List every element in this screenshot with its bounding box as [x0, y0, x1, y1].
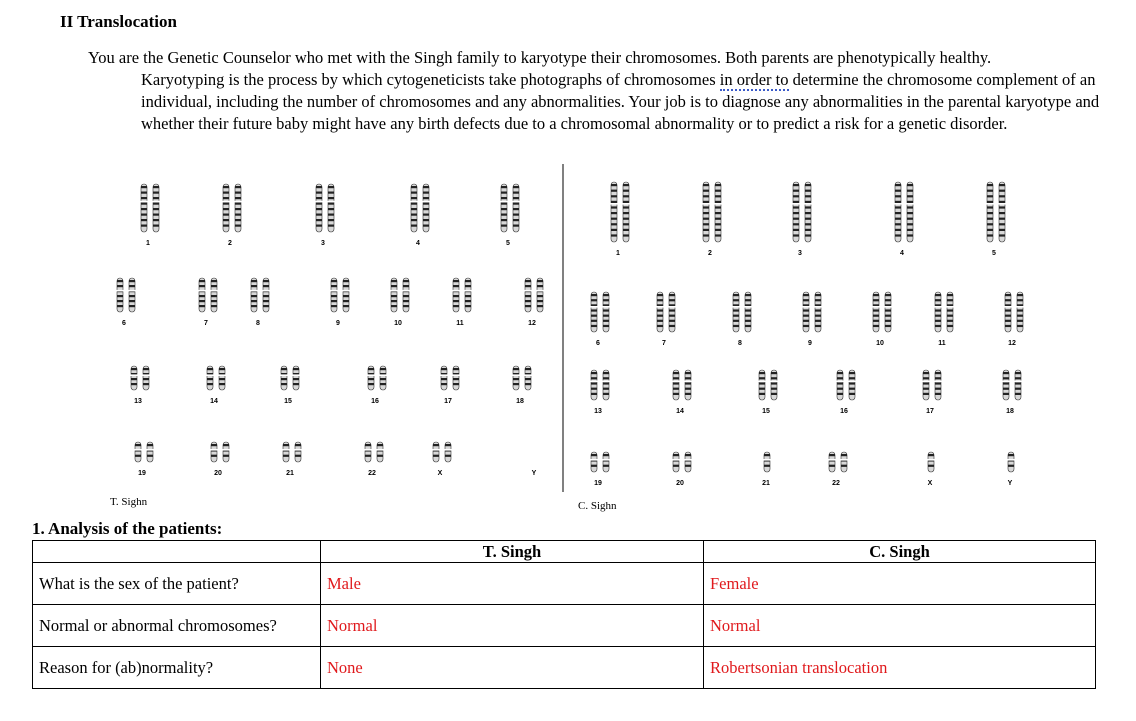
chromosome-glyph [793, 182, 812, 242]
chromosome-glyph [673, 452, 692, 472]
header-empty [33, 541, 321, 563]
chromosome-label: 16 [840, 408, 848, 415]
table-row [33, 563, 1096, 605]
chromosome-glyph [759, 370, 778, 400]
chromosome-label: 3 [321, 240, 325, 247]
table-row [33, 605, 1096, 647]
chromosome-glyph [935, 292, 954, 332]
chromosome-glyph [281, 366, 300, 390]
analysis-table [32, 540, 1096, 689]
chromosome-label: 15 [762, 408, 770, 415]
chromosome-glyph [135, 442, 154, 462]
chromosome-glyph [411, 184, 430, 232]
intro-text-before: Karyotyping is the process by which cytogeneticists take photographs of chromosomes [141, 70, 720, 89]
question-cell: Reason for (ab)normality? [33, 647, 321, 689]
chromosome-glyph [316, 184, 335, 232]
chromosome-glyph [365, 442, 384, 462]
chromosome-label: 8 [738, 340, 742, 347]
chromosome-glyph [211, 442, 230, 462]
chromosome-label: 5 [506, 240, 510, 247]
chromosome-glyph [525, 278, 544, 312]
chromosome-glyph [829, 452, 848, 472]
chromosome-label: X [437, 470, 443, 477]
chromosome-label: 18 [516, 398, 524, 405]
chromosome-glyph [987, 182, 1006, 242]
chromosome-label: Y [1007, 480, 1013, 487]
question-cell: Normal or abnormal chromosomes? [33, 605, 321, 647]
chromosome-label: Y [531, 470, 537, 477]
chromosome-label: 17 [444, 398, 452, 405]
chromosome-label: 22 [832, 480, 840, 487]
chromosome-glyph [141, 184, 160, 232]
chromosome-glyph [433, 442, 452, 462]
intro-paragraph [88, 47, 1118, 135]
chromosome-glyph [591, 452, 610, 472]
karyotype-image [110, 162, 1040, 517]
chromosome-glyph [1005, 292, 1024, 332]
chromosome-label: 4 [416, 240, 420, 247]
chromosome-label: 5 [992, 250, 996, 257]
chromosome-label: 10 [394, 320, 402, 327]
chromosome-glyph [928, 452, 935, 472]
chromosome-glyph [331, 278, 350, 312]
chromosome-label: 6 [596, 340, 600, 347]
chromosome-label: 9 [336, 320, 340, 327]
chromosome-glyph [837, 370, 856, 400]
chromosome-glyph [673, 370, 692, 400]
chromosome-glyph [223, 184, 242, 232]
chromosome-label: 2 [228, 240, 232, 247]
answer-cell-t[interactable]: Male [321, 563, 704, 605]
chromosome-label: 11 [456, 320, 464, 327]
chromosome-glyph [513, 366, 532, 390]
chromosome-label: X [927, 480, 933, 487]
chromosome-glyph [1008, 452, 1015, 472]
chromosome-glyph [803, 292, 822, 332]
chromosome-glyph [501, 184, 520, 232]
intro-line-1: You are the Genetic Counselor who met with the Singh family to karyotype their chromosomes. Both parents are phenotypically healthy. [88, 48, 992, 67]
answer-cell-c[interactable]: Normal [704, 605, 1096, 647]
chromosome-label: 19 [594, 480, 602, 487]
chromosome-label: 9 [808, 340, 812, 347]
chromosome-glyph [873, 292, 892, 332]
table-row [33, 647, 1096, 689]
section-heading: II Translocation [60, 12, 177, 31]
chromosome-label: 7 [204, 320, 208, 327]
answer-cell-c[interactable]: Robertsonian translocation [704, 647, 1096, 689]
header-t-singh: T. Singh [321, 541, 704, 563]
chromosome-glyph [368, 366, 387, 390]
chromosome-label: 18 [1006, 408, 1014, 415]
chromosome-glyph [117, 278, 136, 312]
chromosome-glyph [923, 370, 942, 400]
chromosome-label: 1 [616, 250, 620, 257]
chromosome-glyph [611, 182, 630, 242]
chromosome-label: 15 [284, 398, 292, 405]
table-header-row [33, 541, 1096, 563]
chromosome-label: 6 [122, 320, 126, 327]
chromosome-label: 11 [938, 340, 946, 347]
chromosome-label: 19 [138, 470, 146, 477]
chromosome-label: 20 [676, 480, 684, 487]
chromosome-label: 13 [594, 408, 602, 415]
chromosome-label: 8 [256, 320, 260, 327]
chromosome-label: 21 [286, 470, 294, 477]
karyotype-caption: T. Sighn [110, 496, 148, 508]
chromosome-label: 7 [662, 340, 666, 347]
chromosome-label: 20 [214, 470, 222, 477]
chromosome-label: 4 [900, 250, 904, 257]
chromosome-glyph [1003, 370, 1022, 400]
intro-indented-text [88, 69, 1118, 135]
chromosome-glyph [895, 182, 914, 242]
intro-underlined-phrase: in order to [719, 70, 789, 89]
chromosome-glyph [251, 278, 270, 312]
chromosome-glyph [703, 182, 722, 242]
chromosome-glyph [441, 366, 460, 390]
chromosome-glyph [131, 366, 150, 390]
answer-cell-t[interactable]: None [321, 647, 704, 689]
chromosome-glyph [591, 370, 610, 400]
chromosome-label: 2 [708, 250, 712, 257]
chromosome-label: 21 [762, 480, 770, 487]
chromosome-glyph [591, 292, 610, 332]
chromosome-glyph [283, 442, 302, 462]
answer-cell-c[interactable]: Female [704, 563, 1096, 605]
chromosome-label: 16 [371, 398, 379, 405]
chromosome-label: 3 [798, 250, 802, 257]
intro-text-after: determine the chromosome complement of an individual, including the number of chromosomes and any abnormalities. Your job is to diagnose any abnormalities in the parental karyotype and whether their future baby might have any birth defects due to a chromosomal abnormality or to predict a risk for a genetic disorder. [141, 70, 1100, 133]
header-c-singh: C. Singh [704, 541, 1096, 563]
karyotype-figure [110, 162, 1040, 517]
chromosome-glyph [453, 278, 472, 312]
chromosome-label: 14 [676, 408, 684, 415]
chromosome-label: 22 [368, 470, 376, 477]
chromosome-label: 14 [210, 398, 218, 405]
chromosome-glyph [391, 278, 410, 312]
chromosome-glyph [764, 452, 771, 472]
chromosome-label: 10 [876, 340, 884, 347]
chromosome-label: 1 [146, 240, 150, 247]
karyotype-caption: C. Sighn [578, 500, 617, 512]
chromosome-glyph [733, 292, 752, 332]
question-cell: What is the sex of the patient? [33, 563, 321, 605]
chromosome-label: 12 [528, 320, 536, 327]
chromosome-glyph [657, 292, 676, 332]
chromosome-label: 12 [1008, 340, 1016, 347]
chromosome-glyph [207, 366, 226, 390]
answer-cell-t[interactable]: Normal [321, 605, 704, 647]
analysis-title: 1. Analysis of the patients: [32, 519, 223, 538]
chromosome-label: 17 [926, 408, 934, 415]
chromosome-glyph [199, 278, 218, 312]
chromosome-label: 13 [134, 398, 142, 405]
